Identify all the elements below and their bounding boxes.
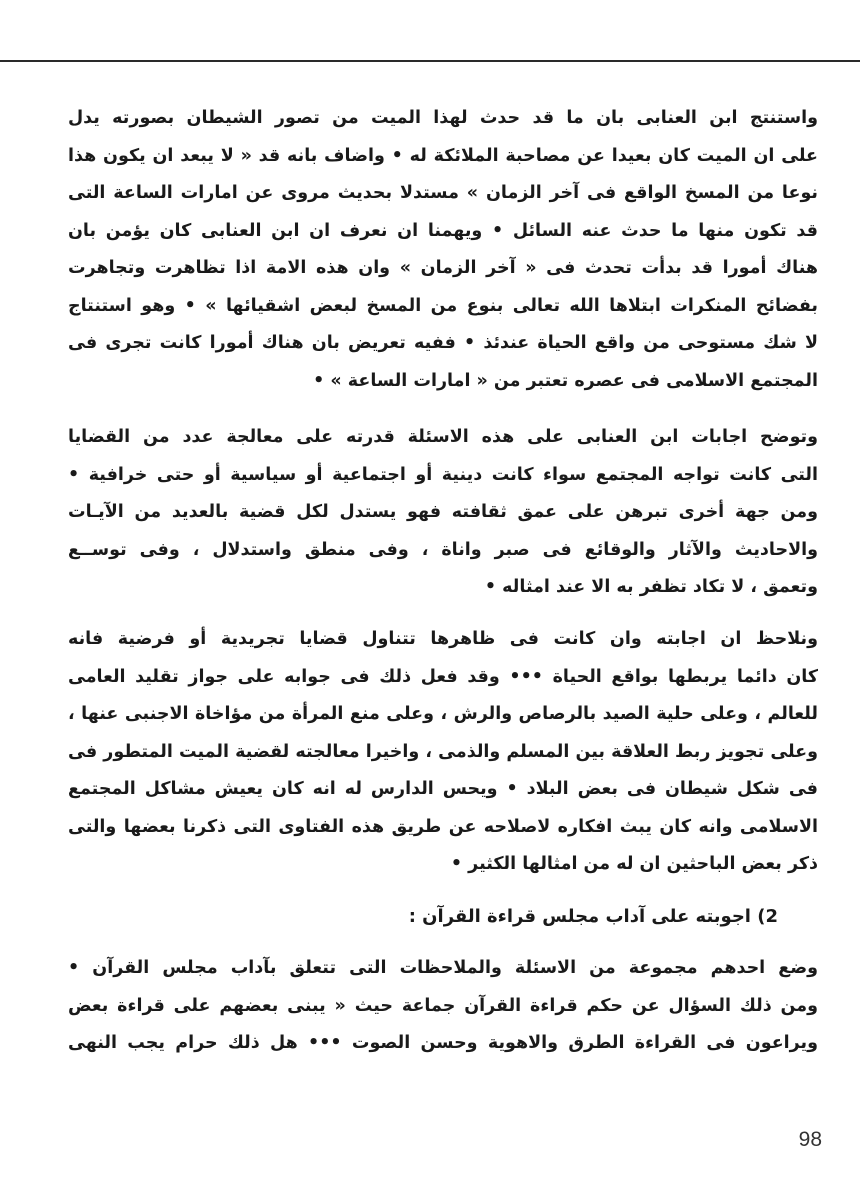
text-line: بفضائح المنكرات ابتلاها الله تعالى بنوع من المسخ لبعض اشقيائها » • وهو استنتاج	[68, 295, 818, 316]
text-line: التى كانت تواجه المجتمع سواء كانت دينية أو اجتماعية أو سياسية أو حتى خرافية •	[68, 464, 818, 485]
text-line: لا شك مستوحى من واقع الحياة عندئذ • ففيه تعريض بان هناك أمورا كانت تجرى فى	[68, 333, 818, 353]
text-line: للعالم ، وعلى حلية الصيد بالرصاص والرش ، وعلى منع المرأة من مؤاخاة الاجنبى عنها ،	[68, 704, 818, 724]
header-rule	[0, 60, 860, 62]
paragraph-1	[68, 100, 818, 400]
text-line: المجتمع الاسلامى فى عصره تعتبر من « امارات الساعة » •	[313, 370, 818, 391]
text-line: قد تكون منها ما حدث عنه السائل • ويهمنا ان نعرف ان ابن العنابى كان يؤمن بان	[68, 220, 818, 241]
text-line: ونلاحظ ان اجابته وان كانت فى ظاهرها تتناول قضايا تجريدية أو فرضية فانه	[68, 629, 818, 649]
paragraph-2	[68, 419, 818, 607]
text-line: ذكر بعض الباحثين ان له من امثالها الكثير •	[450, 854, 818, 874]
text-line: وعلى تجويز ربط العلاقة بين المسلم والذمى ، واخيرا معالجته لقضية الميت المتطور فى	[68, 741, 818, 762]
text-line: ومن جهة أخرى تبرهن على عمق ثقافته فهو يستدل لكل قضية بالعديد من الآيـات	[68, 502, 818, 522]
text-line: فى شكل شيطان فى بعض البلاد • ويحس الدارس له انه كان يعيش مشاكل المجتمع	[68, 779, 818, 799]
text-line: كان دائما يربطها بواقع الحياة ••• وقد فعل ذلك فى جوابه على جواز تقليد العامى	[68, 666, 818, 687]
section-heading: 2) اجوبته على آداب مجلس قراءة القرآن :	[408, 906, 778, 927]
text-line: ومن ذلك السؤال عن حكم قراءة القرآن جماعة حيث « يبنى بعضهم على قراءة بعض	[68, 995, 818, 1016]
page-number: 98	[798, 1128, 822, 1151]
text-line: هناك أمورا قد بدأت تحدث فى « آخر الزمان » وان هذه الامة اذا تظاهرت وتجاهرت	[68, 258, 818, 278]
paragraph-3	[68, 621, 818, 884]
text-line: وتعمق ، لا تكاد تظفر به الا عند امثاله •	[484, 577, 818, 597]
paragraph-4	[68, 950, 818, 1063]
text-line: والاحاديث والآثار والوقائع فى صبر واناة ، وفى منطق واستدلال ، وفى توســع	[68, 539, 818, 560]
text-line: وتوضح اجابات ابن العنابى على هذه الاسئلة قدرته على معالجة عدد من القضايا	[68, 427, 818, 447]
text-line: الاسلامى وانه كان يبث افكاره لاصلاحه عن طريق هذه الفتاوى التى ذكرنا بعضها والتى	[68, 816, 818, 837]
text-line: واستنتج ابن العنابى بان ما قد حدث لهذا الميت من تصور الشيطان بصورته يدل	[68, 108, 818, 128]
text-line: وضع احدهم مجموعة من الاسئلة والملاحظات التى تتعلق بآداب مجلس القرآن •	[68, 958, 818, 978]
text-line: على ان الميت كان بعيدا عن مصاحبة الملائكة له • واضاف بانه قد « لا يبعد ان يكون هذا	[68, 145, 818, 166]
text-line: نوعا من المسخ الواقع فى آخر الزمان » مستدلا بحديث مروى عن امارات الساعة التى	[68, 183, 818, 203]
text-line: ويراعون فى القراءة الطرق والاهوية وحسن الصوت ••• هل ذلك حرام يجب النهى	[68, 1033, 818, 1053]
section-heading-block	[68, 897, 818, 937]
